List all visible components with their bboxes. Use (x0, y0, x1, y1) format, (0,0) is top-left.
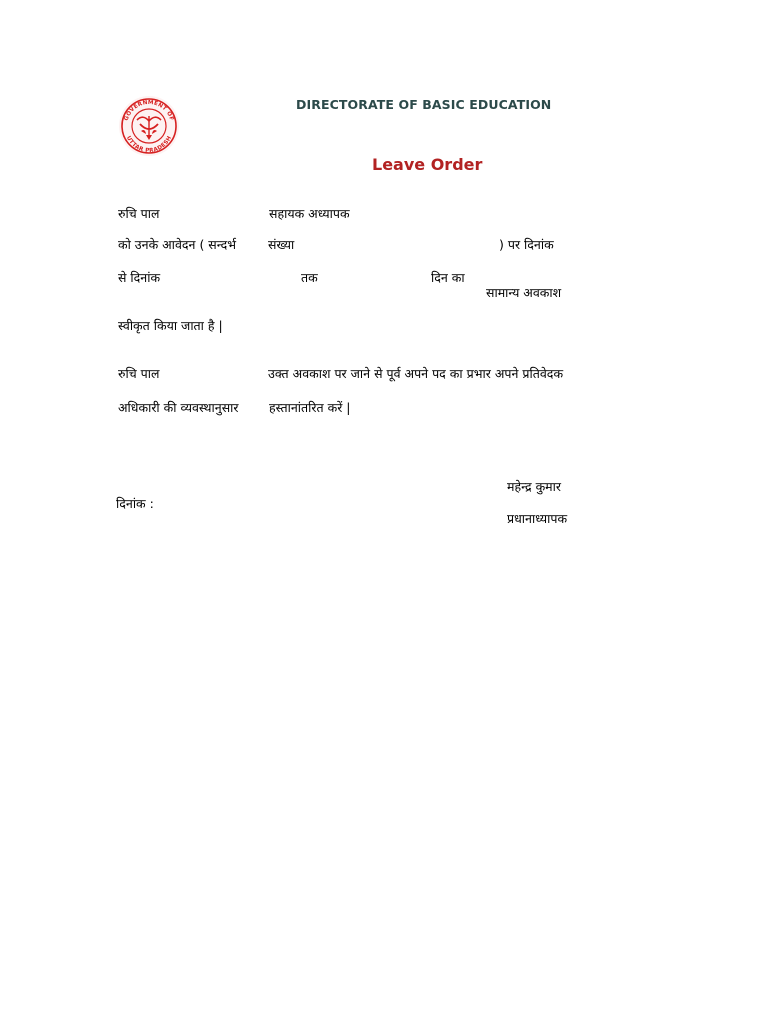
employee-name-repeat: रुचि पाल (118, 366, 160, 381)
signatory-post: प्रधानाध्यापक (507, 511, 568, 526)
application-reference-text: को उनके आवेदन ( सन्दर्भ (118, 237, 237, 252)
employee-post: सहायक अध्यापक (269, 206, 350, 221)
from-date-label: ) पर दिनांक (499, 237, 554, 252)
to-date-label: से दिनांक (118, 270, 161, 285)
svg-text:UTTAR PRADESH: UTTAR PRADESH (124, 135, 174, 155)
reference-number-label: संख्या (268, 237, 295, 252)
handover-instruction-end: हस्तानांतरित करें | (269, 400, 351, 415)
directorate-heading: DIRECTORATE OF BASIC EDUCATION (296, 97, 552, 112)
sanction-statement: स्वीकृत किया जाता है | (118, 318, 223, 333)
handover-instruction-cont: अधिकारी की व्यवस्थानुसार (118, 400, 239, 415)
page-title: Leave Order (372, 155, 483, 174)
handover-instruction: उक्त अवकाश पर जाने से पूर्व अपने पद का प्रभार अपने प्रतिवेदक (268, 366, 564, 381)
signatory-name: महेन्द्र कुमार (507, 479, 562, 494)
government-seal-logo (110, 94, 188, 158)
employee-name: रुचि पाल (118, 206, 160, 221)
days-label: दिन का (431, 270, 465, 285)
until-label: तक (301, 270, 318, 285)
date-label: दिनांक : (116, 496, 154, 511)
leave-type: सामान्य अवकाश (486, 285, 562, 300)
svg-text:GOVERNMENT OF: GOVERNMENT OF (123, 99, 175, 122)
